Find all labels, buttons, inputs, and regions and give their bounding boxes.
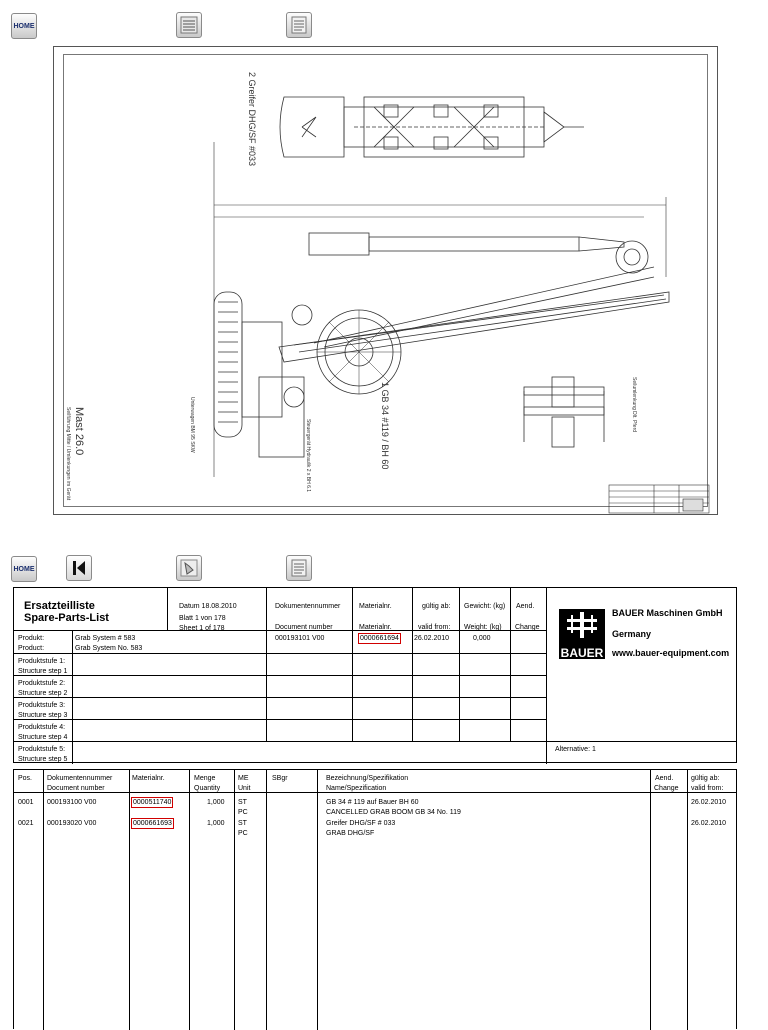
col-valid-de: gültig ab: — [691, 775, 720, 782]
row-2-valid: 26.02.2010 — [691, 820, 727, 827]
change-label-en: Change — [515, 624, 540, 631]
doc-number-label-en: Document number — [275, 624, 333, 631]
row-2-qty: 1,000 — [207, 820, 225, 827]
row-1-qty: 1,000 — [207, 799, 225, 806]
col-doc-en: Document number — [47, 785, 105, 792]
product-label-de: Produkt: — [18, 635, 45, 642]
row-2-material-link[interactable]: 0000661693 — [133, 820, 172, 827]
parts-list-header — [13, 587, 737, 763]
col-qty-en: Quantity — [194, 785, 221, 792]
col-qty-de: Menge — [194, 775, 216, 782]
document-list-icon-2[interactable] — [286, 555, 312, 581]
structure-step-5-de: Produktstufe 5: — [18, 746, 66, 753]
col-name-en: Name/Spezification — [326, 785, 387, 792]
row-1-desc-en: CANCELLED GRAB BOOM GB 34 No. 119 — [326, 809, 461, 816]
valid-label-de: gültig ab: — [422, 603, 451, 610]
title-en: Spare-Parts-List — [24, 612, 109, 624]
company-website[interactable]: www.bauer-equipment.com — [612, 648, 730, 658]
product-label-en: Product: — [18, 645, 45, 652]
row-1-material-link[interactable]: 0000511740 — [133, 799, 172, 806]
document-number: 000193101 V00 — [275, 635, 325, 642]
material-label-de: Materialnr. — [359, 603, 392, 610]
document-list-icon[interactable] — [286, 12, 312, 38]
valid-from-date: 26.02.2010 — [414, 635, 450, 642]
row-2-doc: 000193020 V00 — [47, 820, 97, 827]
alternative-label: Alternative: 1 — [555, 746, 596, 753]
bauer-logo — [559, 609, 605, 659]
product-value-en: Grab System No. 583 — [75, 645, 143, 652]
hydraulic-drawing-label: Steuergerät Hydraulik 2 x BH 6.1 — [305, 419, 311, 493]
row-1-unit-de: ST — [238, 799, 247, 806]
col-name-de: Bezeichnung/Spezifikation — [326, 775, 409, 782]
change-label-de: Aend. — [516, 603, 535, 610]
row-1-desc-de: GB 34 # 119 auf Bauer BH 60 — [326, 799, 419, 806]
parts-table — [13, 769, 737, 1029]
col-sbgr: SBgr — [272, 775, 288, 782]
drawing-view-icon[interactable] — [176, 555, 202, 581]
title-de: Ersatzteilliste — [24, 600, 95, 612]
valid-label-en: valid from: — [418, 624, 451, 631]
home-button[interactable] — [11, 13, 37, 39]
structure-step-2-de: Produktstufe 2: — [18, 680, 66, 687]
sheet: Sheet 1 of 178 — [179, 625, 225, 632]
skip-back-icon — [67, 556, 91, 580]
structure-step-3-de: Produktstufe 3: — [18, 702, 66, 709]
material-label-en: Materialnr. — [359, 624, 392, 631]
home-button-2[interactable] — [11, 556, 37, 582]
row-1-valid: 26.02.2010 — [691, 799, 727, 806]
col-valid-en: valid from: — [691, 785, 724, 792]
mast-sub-label: Seilführung Mitte / Umlenkungen im Gerät — [65, 407, 71, 501]
first-page-button[interactable] — [66, 555, 92, 581]
home-button-label: HOME — [13, 22, 35, 30]
row-1-unit-en: PC — [238, 809, 248, 816]
row-2-unit-de: ST — [238, 820, 247, 827]
col-unit-en: Unit — [238, 785, 251, 792]
col-doc-de: Dokumentennummer — [47, 775, 113, 782]
product-value-de: Grab System # 583 — [75, 635, 136, 642]
mast-drawing-label: Mast 26.0 — [73, 407, 85, 456]
datum: Datum 18.08.2010 — [179, 603, 237, 610]
weight-label-de: Gewicht: (kg) — [464, 603, 506, 610]
weight-value: 0,000 — [473, 635, 491, 642]
bauer-logo-text: BAUER — [560, 646, 604, 660]
row-1-pos: 0001 — [18, 799, 34, 806]
col-change-de: Aend. — [655, 775, 674, 782]
row-1-doc: 000193100 V00 — [47, 799, 97, 806]
row-2-desc-de: Greifer DHG/SF # 033 — [326, 820, 396, 827]
structure-step-4-en: Structure step 4 — [18, 734, 68, 741]
structure-step-1-en: Structure step 1 — [18, 668, 68, 675]
material-number-link[interactable]: 0000661694 — [360, 635, 399, 642]
weight-label-en: Weight: (kg) — [464, 624, 502, 631]
blatt: Blatt 1 von 178 — [179, 615, 226, 622]
structure-step-3-en: Structure step 3 — [18, 712, 68, 719]
col-pos: Pos. — [18, 775, 33, 782]
parts-list-icon[interactable] — [176, 12, 202, 38]
track-drawing-label: Unterwagen BM 95 SKW — [189, 397, 195, 453]
company-name: BAUER Maschinen GmbH — [612, 608, 723, 618]
structure-step-2-en: Structure step 2 — [18, 690, 68, 697]
boom-drawing-label: 1 GB 34 #119 / BH 60 — [380, 382, 390, 470]
home-button-2-label: HOME — [13, 565, 35, 573]
col-material: Materialnr. — [132, 775, 165, 782]
row-2-desc-en: GRAB DHG/SF — [326, 830, 375, 837]
structure-step-4-de: Produktstufe 4: — [18, 724, 66, 731]
col-change-en: Change — [654, 785, 679, 792]
col-unit-de: ME — [238, 775, 249, 782]
technical-drawing — [53, 46, 718, 515]
row-2-unit-en: PC — [238, 830, 248, 837]
bauer-logo-icon — [559, 609, 605, 641]
doc-number-label-de: Dokumentennummer — [275, 603, 341, 610]
side-drawing-label: Seilumlenkung Dlt. Pferd — [631, 377, 637, 433]
structure-step-1-de: Produktstufe 1: — [18, 658, 66, 665]
grab-drawing-label: 2 Greifer DHG/SF #033 — [247, 72, 257, 167]
structure-step-5-en: Structure step 5 — [18, 756, 68, 763]
row-2-pos: 0021 — [18, 820, 34, 827]
company-country: Germany — [612, 629, 652, 639]
